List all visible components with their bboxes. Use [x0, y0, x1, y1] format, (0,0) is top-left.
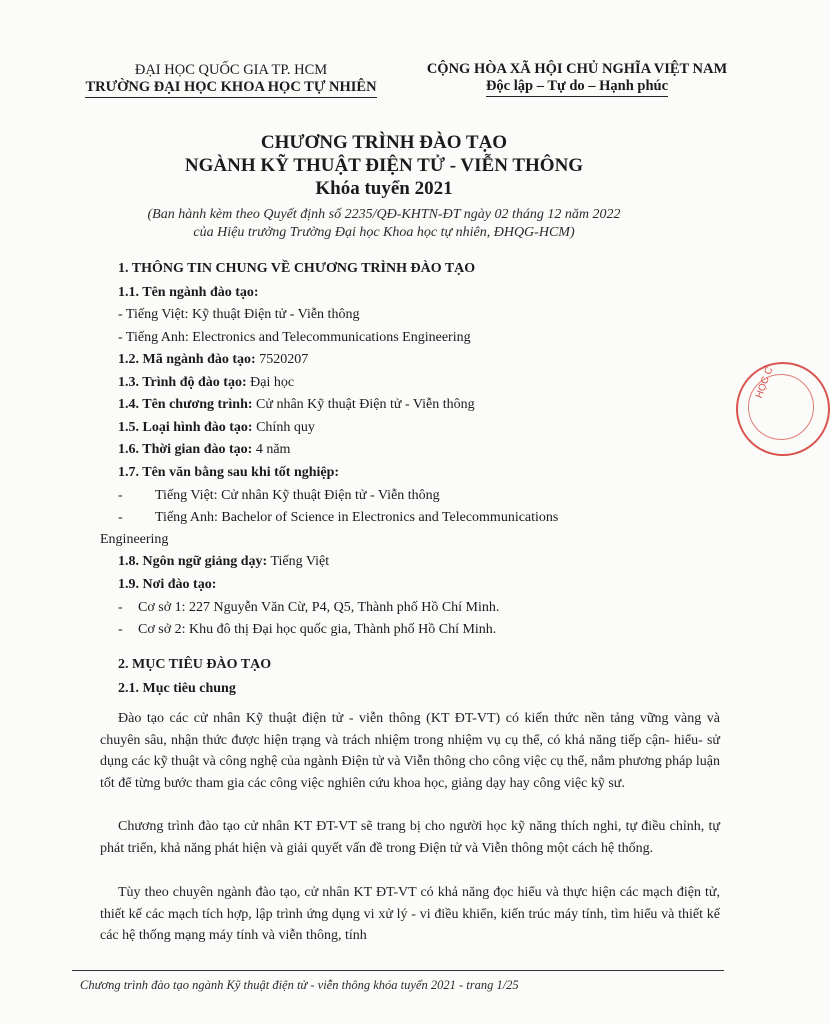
s11-english: - Tiếng Anh: Electronics and Telecommunications Engineering: [118, 330, 471, 345]
doc-title-line3: Khóa tuyển 2021: [315, 178, 453, 199]
country-name: CỘNG HÒA XÃ HỘI CHỦ NGHĨA VIỆT NAM: [426, 61, 728, 77]
faculty-name-text: TRƯỜNG ĐẠI HỌC KHOA HỌC TỰ NHIÊN: [85, 79, 376, 98]
section1-heading: 1. THÔNG TIN CHUNG VỀ CHƯƠNG TRÌNH ĐÀO TẠO: [118, 261, 476, 276]
doc-title-line1: CHƯƠNG TRÌNH ĐÀO TẠO: [260, 132, 508, 153]
s18-line: [118, 553, 329, 571]
s19-campus1: Cơ sở 1: 227 Nguyễn Văn Cừ, P4, Q5, Thành phố Hồ Chí Minh.: [138, 600, 500, 615]
s17-english: Tiếng Anh: Bachelor of Science in Electronics and Telecommunications: [155, 510, 559, 525]
footer-rule: [72, 970, 724, 971]
s12-label: 1.2. Mã ngành đào tạo:: [118, 352, 256, 367]
country-motto: [408, 78, 746, 97]
faculty-name: [78, 79, 384, 98]
s21-label: 2.1. Mục tiêu chung: [118, 681, 236, 696]
s19-bullet-c2: -: [118, 622, 123, 637]
university-name: ĐẠI HỌC QUỐC GIA TP. HCM: [134, 62, 328, 78]
s11-vietnamese: - Tiếng Việt: Kỹ thuật Điện tử - Viễn thông: [118, 307, 360, 322]
s17-vietnamese: Tiếng Việt: Cử nhân Kỹ thuật Điện tử - Viễn thông: [155, 488, 440, 503]
s15-value: Chính quy: [252, 420, 315, 435]
s19-campus2: Cơ sở 2: Khu đô thị Đại học quốc gia, Thành phố Hồ Chí Minh.: [138, 622, 497, 637]
decree-line2: của Hiệu trưởng Trường Đại học Khoa học tự nhiên, ĐHQG-HCM): [193, 225, 575, 240]
s13-label: 1.3. Trình độ đào tạo:: [118, 375, 247, 390]
country-motto-text: Độc lập – Tự do – Hạnh phúc: [486, 78, 668, 97]
page-footer: Chương trình đào tạo ngành Kỹ thuật điện tử - viễn thông khóa tuyển 2021 - trang 1/25: [80, 978, 519, 992]
s19-label: 1.9. Nơi đào tạo:: [118, 577, 217, 592]
s15-label: 1.5. Loại hình đào tạo:: [118, 420, 253, 435]
s12-line: [118, 351, 308, 369]
s17-bullet-en: -: [118, 510, 123, 525]
s14-label: 1.4. Tên chương trình:: [118, 397, 253, 412]
section2-heading: 2. MỤC TIÊU ĐÀO TẠO: [118, 657, 272, 672]
s17-label: 1.7. Tên văn bằng sau khi tốt nghiệp:: [118, 465, 340, 480]
s17-english-cont: Engineering: [100, 532, 169, 547]
paragraph-1: Đào tạo các cử nhân Kỹ thuật điện tử - viễn thông (KT ĐT-VT) có kiến thức nền tảng vững vàng và chuyên sâu, nhận thức được hiện trạng và trách nhiệm trong nhiệm vụ cụ thể, có khả năng tiếp cận- hiểu- sử dụng các kỹ thuật và công nghệ của ngành Điện tử và Viễn thông cho công việc cụ thể, nắm phương pháp luận tốt để từng bước tham gia các công việc nghiên cứu khoa học, giảng dạy hay công việc kỹ sư.: [100, 711, 720, 791]
s16-line: [118, 441, 290, 459]
s16-value: 4 năm: [252, 442, 291, 457]
s14-line: [118, 396, 475, 414]
s12-value: 7520207: [255, 352, 309, 367]
s18-value: Tiếng Việt: [267, 554, 330, 569]
paragraph-2: Chương trình đào tạo cử nhân KT ĐT-VT sẽ trang bị cho người học kỹ năng thích nghi, tự điều chỉnh, tự phát triển, khả năng phát hiện và giải quyết vấn đề trong Điện tử và Viễn thông một cách hệ thống.: [100, 819, 720, 856]
s14-value: Cử nhân Kỹ thuật Điện tử - Viễn thông: [252, 397, 475, 412]
s16-label: 1.6. Thời gian đào tạo:: [118, 442, 253, 457]
s15-line: [118, 419, 315, 437]
s11-label: 1.1. Tên ngành đào tạo:: [118, 285, 259, 300]
s13-value: Đại học: [246, 375, 295, 390]
decree-line1: (Ban hành kèm theo Quyết định số 2235/QĐ-KHTN-ĐT ngày 02 tháng 12 năm 2022: [147, 207, 621, 222]
s18-label: 1.8. Ngôn ngữ giảng dạy:: [118, 554, 268, 569]
s17-bullet-vi: -: [118, 488, 123, 503]
red-seal-text: HỌC C: [754, 365, 776, 400]
doc-title-line2: NGÀNH KỸ THUẬT ĐIỆN TỬ - VIỄN THÔNG: [184, 155, 584, 176]
s13-line: [118, 374, 294, 392]
paragraph-3: Tùy theo chuyên ngành đào tạo, cử nhân KT ĐT-VT có khả năng đọc hiểu và thực hiện các mạch điện tử, thiết kế các mạch tích hợp, lập trình ứng dụng vi xử lý - vi điều khiển, kiến trúc máy tính, tìm hiểu và thiết kế các hệ thống mạng máy tính và viễn thông, tính: [100, 885, 720, 944]
s19-bullet-c1: -: [118, 600, 123, 615]
